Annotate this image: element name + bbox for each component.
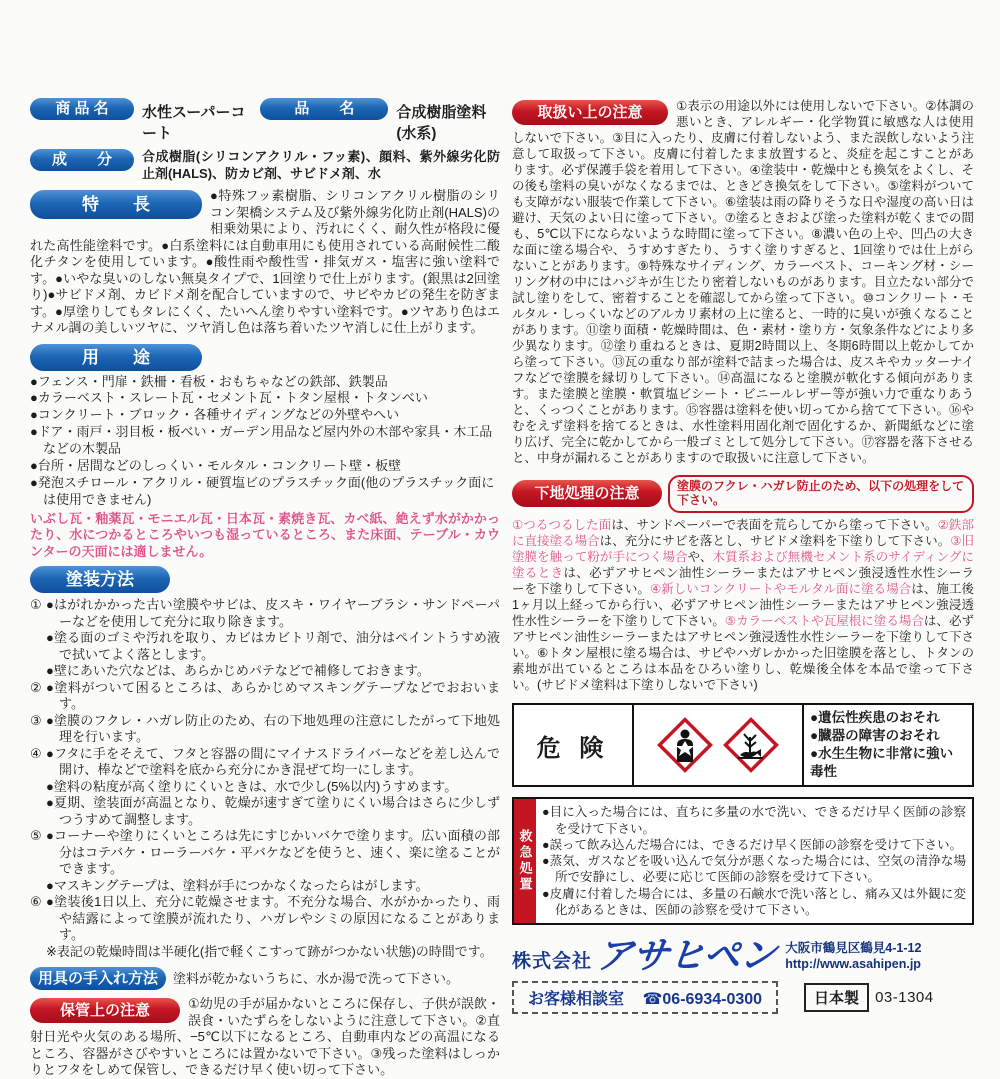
product-name-value: 水性スーパーコート <box>142 104 246 142</box>
step-number: ④ <box>30 745 42 761</box>
first-aid-item: ●誤って飲み込んだ場合には、できるだけ早く医師の診察を受けて下さい。 <box>542 837 963 852</box>
tool-care-label: 用具の手入れ方法 <box>30 967 166 990</box>
storage-label: 保管上の注意 <box>30 998 180 1023</box>
uses-label: 用 途 <box>30 344 202 371</box>
use-item: ●フェンス・門扉・鉄柵・看板・おもちゃなどの鉄部、鉄製品 <box>30 373 388 389</box>
first-aid-items <box>536 799 972 923</box>
company-address <box>785 940 921 973</box>
first-aid-item: ●皮膚に付着した場合には、多量の石鹸水で洗い落とし、痛み又は外観に変化があるときは、医師の診察を受けて下さい。 <box>542 886 966 917</box>
handling-text: ①表示の用途以外には使用しないで下さい。②体調の悪いとき、アレルギー・化学物質に敏感な人は使用しないで下さい。③目に入ったり、皮膚に付着しないよう、また誤飲しないよう注意して取扱って下さい。皮膚に付着したまま放置すると、炎症を起こすことがあります。必ず保護手袋を着用して下さい。④塗装中・乾燥中とも換気をよくし、その後も塗料の臭いがなくなるまでは、ときどき換気をして下さい。⑤塗料がついても支障がない服装で作業して下さい。⑥塗装は雨の降りそうな日や湿度の高い日は避け、天気のよい日に塗って下さい。⑦塗るときおよび塗った塗料が乾くまでの間も、5℃以下にならないような時間に塗って下さい。⑧濃い色の上や、凹凸の大きな面に塗る場合や、うすめすぎたり、うすく塗りすぎると、1回塗りでは仕上がらないことがあります。⑨特殊なサイディング、カラーベスト、コーキング材・シーリング材の中にはハジキが生じたり密着しないものがあります。目立たない部分で試し塗りをして、密着することを確認してから塗って下さい。⑩コンクリート・モルタル・しっくいなどのアルカリ素材の上に塗ると、一時的に臭いが強くなることがあります。⑪塗り面積・乾燥時間は、色・素材・塗り方・気象条件などにより多少異なります。⑫塗り重ねるときは、夏期2時間以上、冬期6時間以上乾かしてから塗って下さい。⑬瓦の重なり部が塗料で詰まった場合は、皮スキやカッターナイフなどで塗膜を縁切りして下さい。⑭高温になると塗膜が軟化する傾向があります。また塗膜と塗膜・軟質塩ビシート・ビニールレザー等が強い力で重なりあうと、くっつくことがあります。⑮容器は塗料を使い切ってから捨てて下さい。⑯やむをえず塗料を捨てるときは、水性塗料用固化剤で固化するか、新聞紙などに塗り広げ、完全に乾かしてから一般ゴミとして処分して下さい。⑰容器を落下させると、中身が漏れることがありますので取扱いに注意して下さい。 <box>512 99 975 465</box>
hazard-statement: ●遺伝性疾患のおそれ <box>810 709 940 725</box>
step-number: ③ <box>30 712 42 728</box>
features-section <box>30 188 500 337</box>
phone-number: ☎06-6934-0300 <box>642 990 763 1008</box>
step-number <box>30 630 46 663</box>
made-in-badge: 日本製 <box>804 983 869 1012</box>
address-line: 大阪市鶴見区鶴見4-1-12 <box>785 941 922 956</box>
customer-service-box <box>512 981 778 1014</box>
item-name-label: 品 名 <box>260 98 388 120</box>
step-number <box>30 944 46 961</box>
step-number: ② <box>30 679 42 695</box>
painting-step <box>30 779 500 796</box>
first-aid-item: ●蒸気、ガスなどを吸い込んで気分が悪くなった場合には、空気の清浄な場所で安静にし、必要に応じて医師の診察を受けて下さい。 <box>542 854 966 885</box>
ghs-environment-icon <box>723 717 779 773</box>
use-item: ●発泡スチロール・アクリル・硬質塩ビのプラスチック面(他のプラスチック面には使用できません) <box>30 474 495 507</box>
product-name-label: 商 品 名 <box>30 98 134 120</box>
brand-logo: アサヒペン <box>593 935 778 977</box>
painting-step <box>30 597 500 630</box>
step-text: ●壁にあいた穴などは、あらかじめパテなどで補修しておきます。 <box>46 663 430 679</box>
step-text: ●フタに手をそえて、フタと容器の間にマイナスドライバーなどを差し込んで開け、棒などで塗料を底から充分にかき混ぜて均一にします。 <box>46 745 500 778</box>
ingredients-row <box>30 149 500 182</box>
painting-step <box>30 894 500 944</box>
item-name-value: 合成樹脂塗料(水系) <box>396 104 487 142</box>
first-aid-panel <box>512 797 974 925</box>
handling-label: 取扱い上の注意 <box>512 100 668 125</box>
product-code: 03-1304 <box>875 988 934 1006</box>
footer <box>512 935 974 1013</box>
painting-label: 塗装方法 <box>30 566 170 593</box>
step-number <box>30 795 46 828</box>
ghs-pictograms <box>634 705 804 786</box>
step-text: ※表記の乾燥時間は半硬化(指で軽くこすって跡がつかない状態)の時間です。 <box>46 943 493 959</box>
product-name-row <box>30 98 500 143</box>
ingredients-label: 成 分 <box>30 149 134 171</box>
first-aid-label: 救急処置 <box>514 799 536 923</box>
hazard-statements <box>804 705 972 786</box>
use-item: ●コンクリート・ブロック・各種サイディングなどの外壁やへい <box>30 407 400 423</box>
uses-warning: いぶし瓦・釉薬瓦・モニエル瓦・日本瓦・素焼き瓦、カベ紙、絶えず水がかかったり、水につかるところやいつも湿っているところ、また床面、テーブル・カウンターの天面には適しません。 <box>30 510 500 559</box>
step-number: ⑤ <box>30 828 42 844</box>
painting-step <box>30 713 500 746</box>
step-number <box>30 779 46 796</box>
danger-panel <box>512 703 974 788</box>
surface-prep-label: 下地処理の注意 <box>512 480 662 507</box>
hazard-statement: ●臓器の障害のおそれ <box>810 727 940 743</box>
step-text: ●コーナーや塗りにくいところは先にすじかいバケで塗ります。広い面積の部分はコテバケ・ローラーバケ・平バケなどを使うと、速く、楽に塗ることができます。 <box>46 828 500 877</box>
step-text: ●塗装後1日以上、充分に乾燥させます。不充分な場合、水がかかったり、雨や結露によって塗膜が流れたり、ハガレやシミの原因になることがあります。 <box>46 894 500 943</box>
storage-section <box>30 996 500 1079</box>
tool-care-section <box>30 967 500 990</box>
tool-care-text: 塗料が乾かないうちに、水か湯で洗って下さい。 <box>173 971 460 987</box>
ghs-health-hazard-icon <box>657 717 713 773</box>
storage-text: ①幼児の手が届かないところに保存し、子供が誤飲・誤食・いたずらをしないように注意して下さい。②直射日光や火気のある場所、−5℃以下になるところ、自動車内などの高温になるところ、容器がさびやすいところには置かないで下さい。③残った塗料はしっかりとフタをしめて保管し、できるだけ早く使い切って下さい。 <box>30 996 500 1078</box>
painting-step <box>30 878 500 895</box>
step-text: ●塗る面のゴミや汚れを取り、カビはカビトリ剤で、油分はペイントうすめ液で拭いてよく落とします。 <box>46 630 500 662</box>
features-label: 特 長 <box>30 190 202 219</box>
right-column <box>512 98 974 1014</box>
surface-prep-section <box>512 475 974 693</box>
step-text: ●はがれかかった古い塗膜やサビは、皮スキ・ワイヤーブラシ・サンドペーパーなどを使用して充分に取り除きます。 <box>46 597 500 629</box>
surface-prep-text: ①つるつるした面は、サンドペーパーで表面を荒らしてから塗って下さい。②鉄部に直接塗る場合は、充分にサビを落とし、サビドメ塗料を下塗りして下さい。③旧塗膜を触って粉が手につく場合や、木質系および無機セメント系のサイディングに塗るときは、必ずアサヒペン油性シーラーまたはアサヒペン強浸透性水性シーラーを下塗りして下さい。④新しいコンクリートやモルタル面に塗る場合は、施工後1ヶ月以上経ってから行い、必ずアサヒペン油性シーラーまたはアサヒペン強浸透性水性シーラーを下塗りして下さい。⑤カラーベストや瓦屋根に塗る場合は、必ずアサヒペン油性シーラーまたはアサヒペン強浸透性水性シーラーを下塗りして下さい。⑥トタン屋根に塗る場合は、サビやハガレかかった旧塗膜を落とし、トタンの素地が出ているところは本品をひろい塗りし、乾燥後全体を本品で塗って下さい。(サビドメ塗料は下塗りしないで下さい) <box>512 517 975 692</box>
step-text: ●マスキングテープは、塗料が手につかなくなったらはがします。 <box>46 877 429 893</box>
painting-step <box>30 630 500 663</box>
features-text: ●特殊フッ素樹脂、シリコンアクリル樹脂のシリコン架橋システム及び紫外線劣化防止剤(HALS)の相乗効果により、汚れにくく、耐久性が格段に優れた高性能塗料です。●白系塗料には自動車用にも使用されている高耐候性二酸化チタンを使用しています。●酸性雨や酸性雪・排気ガス・塩害に強い塗料です。●いやな臭いのしない無臭タイプで、1回塗りで仕上がります。(銀黒は2回塗り)●サビドメ剤、カビドメ剤を配合していますので、サビやカビの発生を防ぎます。●厚塗りしてもタレにくく、たいへん塗りやすい塗料です。●ツヤあり色はエナメル調の美しいツヤに、ツヤ消し色は落ち着いたツヤ消しに仕上がります。 <box>30 188 500 335</box>
contact-label: お客様相談室 <box>528 990 625 1008</box>
step-number: ① <box>30 597 42 613</box>
handling-section <box>512 98 974 466</box>
step-number <box>30 663 46 680</box>
painting-step <box>30 828 500 878</box>
painting-step <box>30 680 500 713</box>
uses-section <box>30 344 500 561</box>
website-url: http://www.asahipen.jp <box>785 957 921 972</box>
painting-step <box>30 944 500 961</box>
danger-label: 危 険 <box>514 705 634 786</box>
painting-step <box>30 746 500 779</box>
painting-section <box>30 566 500 960</box>
ingredients-value: 合成樹脂(シリコンアクリル・フッ素)、顔料、紫外線劣化防止剤(HALS)、防カビ剤、サビドメ剤、水 <box>142 149 500 181</box>
step-text: ●夏期、塗装面が高温となり、乾燥が速すぎて塗りにくい場合はさらに少しずつうすめて調整します。 <box>46 795 500 827</box>
hazard-statement: ●水生生物に非常に強い毒性 <box>810 746 954 780</box>
step-text: ●塗膜のフクレ・ハガレ防止のため、右の下地処理の注意にしたがって下地処理を行います。 <box>46 712 500 745</box>
step-number <box>30 878 46 895</box>
painting-step <box>30 663 500 680</box>
use-item: ●台所・居間などのしっくい・モルタル・コンクリート壁・板壁 <box>30 457 402 473</box>
painting-step <box>30 795 500 828</box>
surface-prep-note: 塗膜のフクレ・ハガレ防止のため、以下の処理をして下さい。 <box>668 475 974 513</box>
first-aid-item: ●目に入った場合には、直ちに多量の水で洗い、できるだけ早く医師の診察を受けて下さい。 <box>542 805 966 836</box>
step-number: ⑥ <box>30 894 42 910</box>
use-item: ●カラーベスト・スレート瓦・セメント瓦・トタン屋根・トタンべい <box>30 390 428 406</box>
company-prefix: 株式会社 <box>512 950 593 972</box>
step-text: ●塗料の粘度が高く塗りにくいときは、水で少し(5%以内)うすめます。 <box>46 778 458 794</box>
use-item: ●ドア・雨戸・羽目板・板べい・ガーデン用品など屋内外の木部や家具・木工品などの木製品 <box>30 424 493 457</box>
step-text: ●塗料がついて困るところは、あらかじめマスキングテープなどでおおいます。 <box>46 679 500 712</box>
left-column <box>30 98 500 1079</box>
